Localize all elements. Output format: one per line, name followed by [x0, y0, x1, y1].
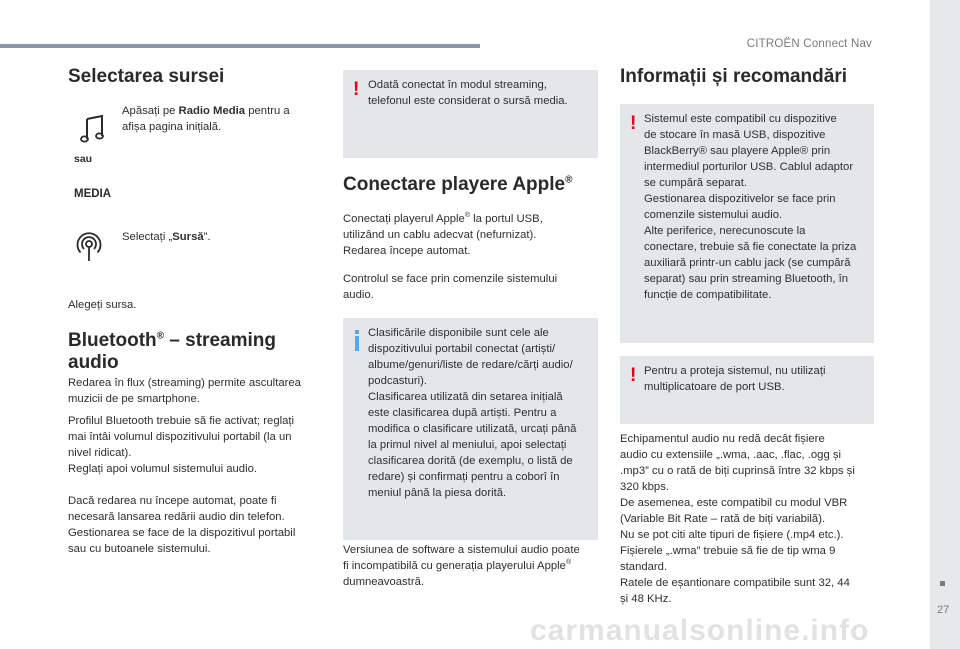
page-number: 27 [937, 604, 950, 616]
header-rule [0, 44, 480, 48]
info-icon-bar [355, 336, 359, 351]
music-note-icon [80, 115, 106, 143]
press-instruction: Apăsați pe Radio Media pentru a afișa pagina inițială. [122, 105, 290, 133]
media-button-label: MEDIA [74, 188, 112, 200]
formats-paragraph: Echipamentul audio nu redă decât fișiere audio cu extensiile „.wma, .aac, .flac, .ogg și .mp3” cu o rată de biți cuprinsă între 32 kbps și 320 kbps. De asemenea, este compatibil cu modul VBR (Variable Bit Rate – rată de biți variabilă). Nu se pot citi alte tipuri de fișiere (.mp4 etc.). Fișierele „.wma” trebuie să fie de tip wma 9 standard. Ratele de eșantionare compatibile sunt 32, 44 și 48 KHz. [620, 433, 855, 605]
apple-paragraph-3: Versiunea de software a sistemului audio poate fi incompatibilă cu generația playerului Apple® dumneavoastră. [343, 544, 580, 588]
exclamation-icon: ! [353, 79, 360, 100]
apple-paragraph-1: Conectați playerul Apple® la portul USB, utilizând un cablu adecvat (nefurnizat). Redarea începe automat. [343, 212, 543, 257]
warning-text-compatibility: Sistemul este compatibil cu dispozitive de stocare în masă USB, dispozitive BlackBerry® sau playere Apple® prin intermediul porturilor USB. Cablul adaptor se cumpără separat. Gestionarea dispozitivelor se face prin comenzile sistemului audio. Alte periferice, nerecunoscute la conectare, trebuie să fie conectate la priza auxiliară printr-un cablu jack (se cumpără separat) sau prin streaming Bluetooth, în funcție de compatibilitate. [644, 113, 857, 301]
apple-paragraph-2: Controlul se face prin comenzile sistemului audio. [343, 273, 558, 301]
warning-text-streaming: Odată conectat în modul streaming, telefonul este considerat o sursă media. [368, 79, 568, 107]
exclamation-icon: ! [630, 113, 637, 134]
warning-box-compatibility [620, 104, 874, 343]
section-title-apple: Conectare playere Apple® [343, 174, 573, 195]
info-box-classification [343, 318, 598, 540]
bt-paragraph-1: Redarea în flux (streaming) permite ascultarea muzicii de pe smartphone. [68, 377, 301, 405]
info-icon [355, 330, 359, 334]
info-text-classification: Clasificările disponibile sunt cele ale dispozitivului portabil conectat (artiști/ albume/genuri/liste de redare/cărți audio/ podcasturi). Clasificarea utilizată din setarea inițială este clasificarea după artiști. Pentru a modifica o clasificare utilizată, urcați până la primul nivel al meniului, apoi selectați clasificarea dorită (de exemplu, o listă de redare) și confirmați pentru a coborî în meniul până la piesa dorită. [368, 327, 577, 499]
brand-label: CITROËN Connect Nav [746, 38, 872, 50]
section-title-source: Selectarea sursei [68, 66, 225, 87]
source-antenna-icon [76, 232, 102, 262]
warning-text-usb-hub: Pentru a proteja sistemul, nu utilizați multiplicatoare de port USB. [644, 365, 826, 393]
exclamation-icon: ! [630, 365, 637, 386]
side-strip [930, 0, 960, 649]
bt-paragraph-2: Profilul Bluetooth trebuie să fie activat; reglați mai întâi volumul dispozitivului portabil (la un nivel ridicat). Reglați apoi volumul sistemului audio. [68, 415, 295, 475]
bt-paragraph-3: Dacă redarea nu începe automat, poate fi necesară lansarea redării audio din telefon. Gestionarea se face de la dispozitivul portabil sau cu butoanele sistemului. [68, 495, 296, 555]
warning-box-streaming [343, 70, 598, 158]
or-label: sau [74, 153, 93, 165]
section-title-info: Informații și recomandări [620, 66, 848, 87]
watermark-text: carmanualsonline.info [530, 614, 870, 647]
select-source-instruction: Selectați „Sursă”. [122, 231, 211, 243]
continue-marker [940, 581, 945, 586]
warning-box-usb-hub [620, 356, 874, 424]
section-title-bluetooth: Bluetooth® – streaming audio [68, 330, 276, 373]
choose-source-text: Alegeți sursa. [68, 299, 137, 311]
